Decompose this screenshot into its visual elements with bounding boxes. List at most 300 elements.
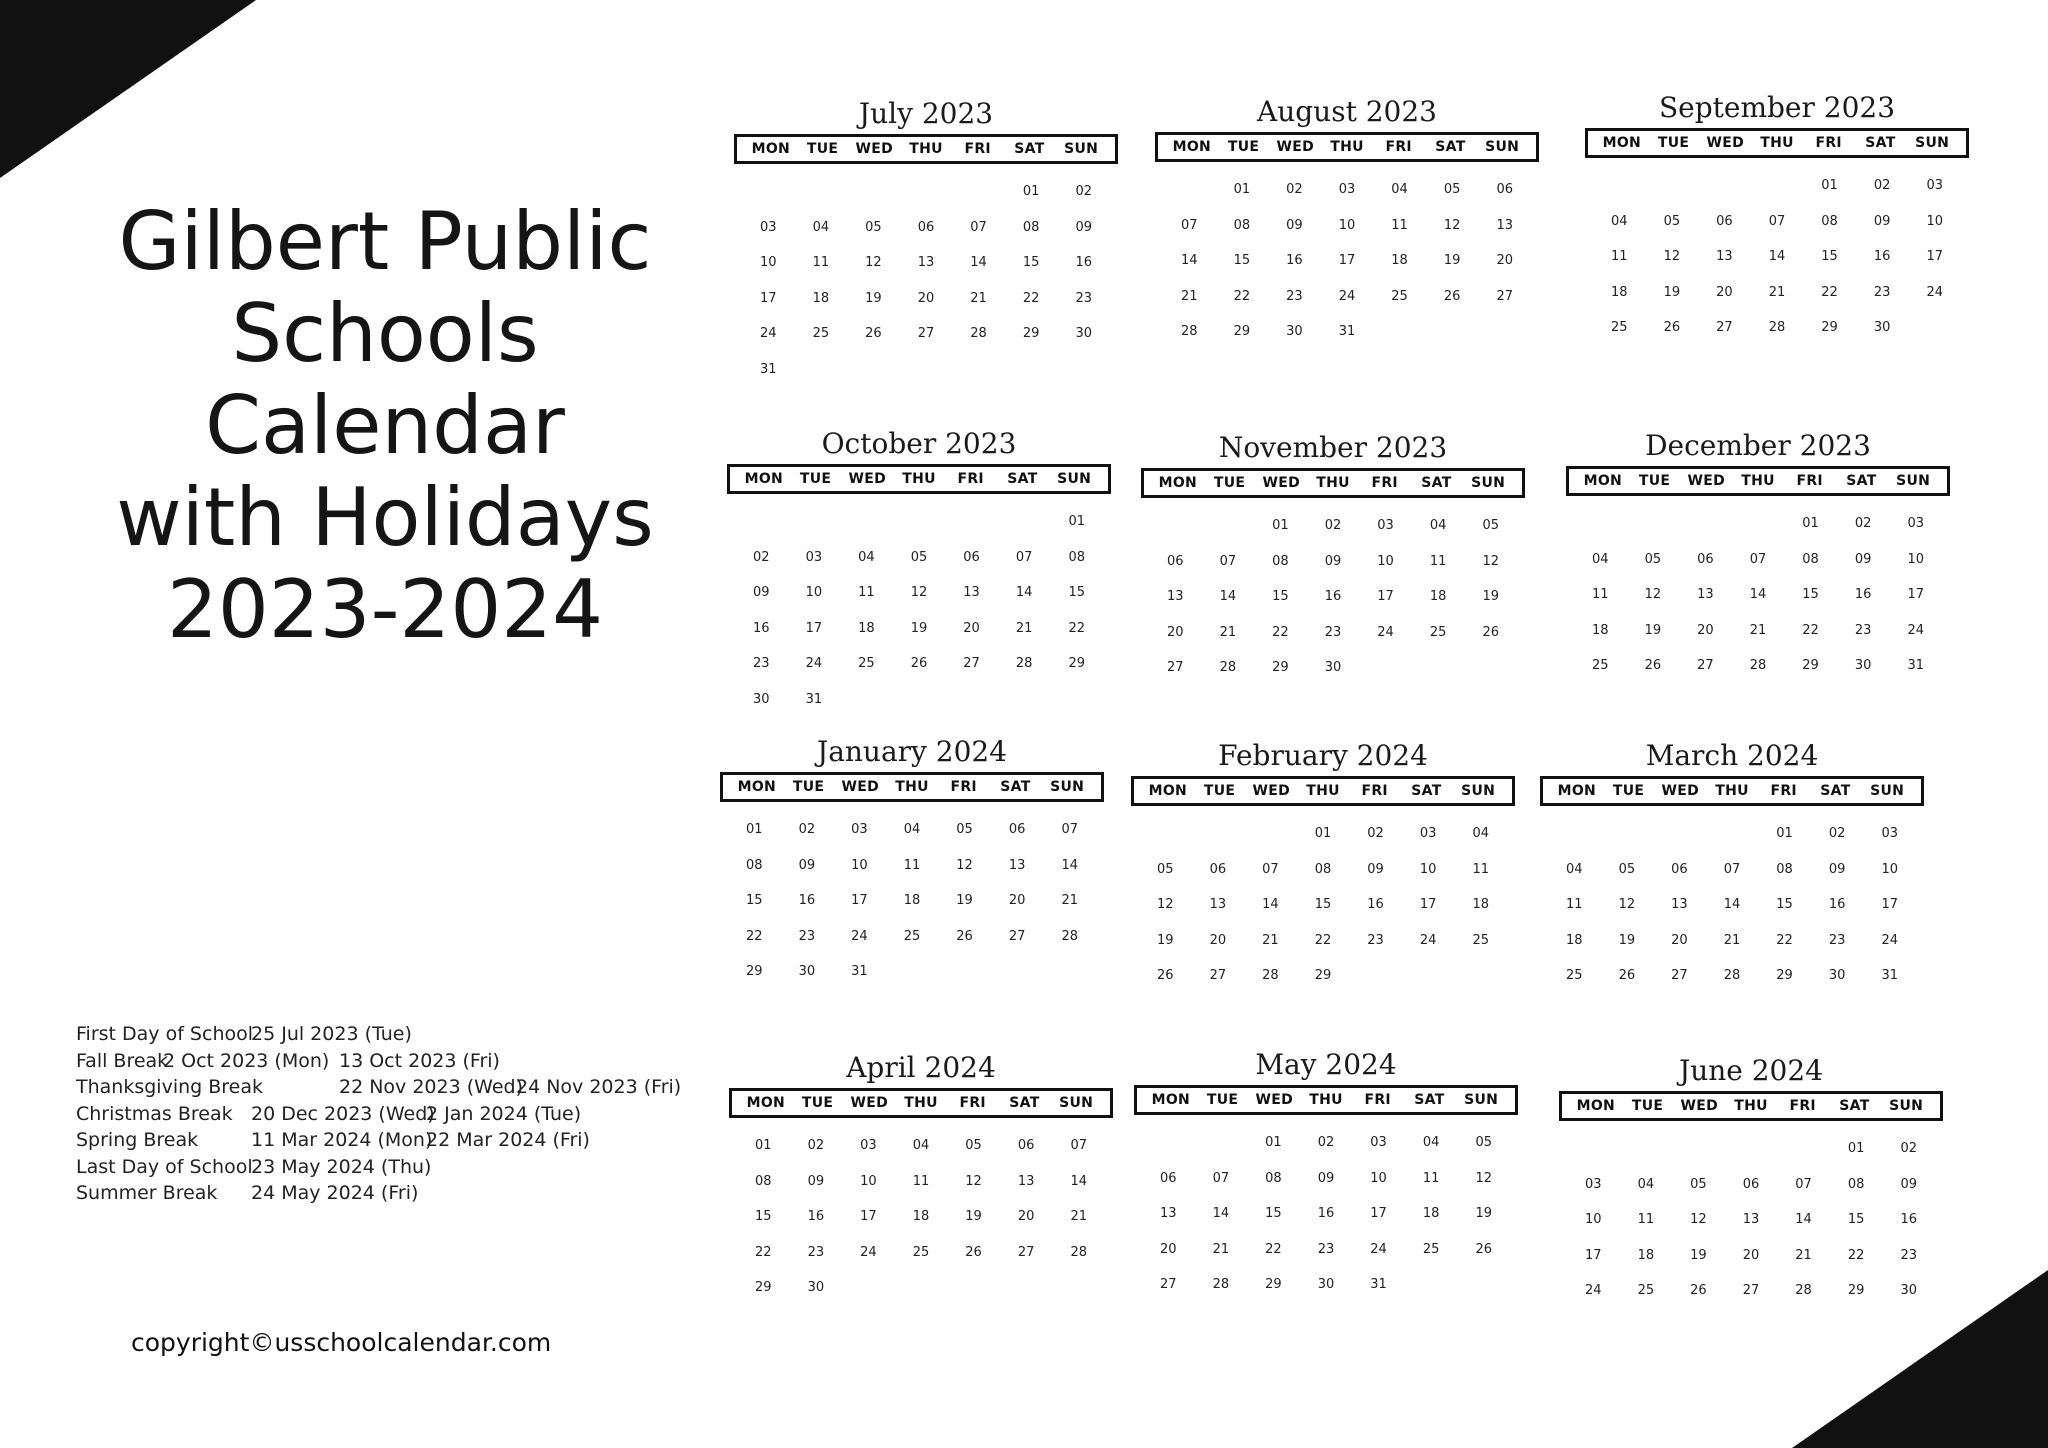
day-cell: 17 bbox=[760, 290, 777, 306]
day-cell: 01 bbox=[1314, 826, 1332, 842]
weekday-header bbox=[1134, 1085, 1518, 1115]
days-grid bbox=[1155, 162, 1539, 350]
day-cell: 22 bbox=[1847, 1247, 1865, 1263]
day-cell: 15 bbox=[1314, 897, 1332, 913]
day-cell: 17 bbox=[1881, 897, 1898, 913]
days-grid bbox=[1559, 1121, 1943, 1309]
weekday-label: SUN bbox=[1896, 473, 1931, 489]
day-cell: 04 bbox=[903, 822, 921, 838]
weekday-label: SUN bbox=[1064, 141, 1099, 157]
weekday-label: WED bbox=[855, 141, 894, 157]
day-cell: 20 bbox=[1496, 253, 1513, 269]
weekday-label: THU bbox=[1316, 475, 1350, 491]
day-cell: 29 bbox=[1776, 968, 1793, 984]
day-cell: 22 bbox=[1022, 290, 1040, 306]
day-cell: 12 bbox=[1157, 897, 1174, 913]
day-cell: 11 bbox=[1472, 861, 1489, 877]
day-cell: 27 bbox=[1716, 320, 1733, 336]
day-cell: 21 bbox=[970, 290, 987, 306]
day-cell: 04 bbox=[1472, 826, 1489, 842]
day-cell: 26 bbox=[1644, 658, 1662, 674]
day-cell: 17 bbox=[1370, 1206, 1387, 1222]
day-cell: 20 bbox=[1697, 622, 1714, 638]
day-cell: 07 bbox=[1070, 1138, 1087, 1154]
event-name: Summer Break bbox=[76, 1182, 218, 1204]
day-cell: 27 bbox=[1697, 658, 1714, 674]
day-cell: 18 bbox=[1472, 897, 1489, 913]
corner-decoration-top-left bbox=[0, 0, 256, 178]
day-cell: 27 bbox=[1167, 660, 1184, 676]
days-grid bbox=[1540, 806, 1924, 994]
day-cell: 30 bbox=[1324, 660, 1342, 676]
month-title: December 2023 bbox=[1645, 429, 1871, 462]
day-cell: 03 bbox=[851, 822, 868, 838]
day-cell: 16 bbox=[1900, 1212, 1917, 1228]
day-cell: 10 bbox=[760, 255, 777, 271]
day-cell: 31 bbox=[1907, 658, 1924, 674]
copyright-text: copyright©usschoolcalendar.com bbox=[131, 1328, 552, 1357]
day-cell: 23 bbox=[1900, 1247, 1917, 1263]
weekday-label: FRI bbox=[1371, 475, 1398, 491]
day-cell: 04 bbox=[1611, 213, 1628, 229]
weekday-label: WED bbox=[1262, 475, 1301, 491]
weekday-label: WED bbox=[1706, 135, 1745, 151]
day-cell: 24 bbox=[805, 656, 823, 672]
day-cell: 31 bbox=[851, 964, 868, 980]
day-cell: 20 bbox=[1716, 284, 1733, 300]
day-cell: 02 bbox=[1900, 1141, 1917, 1157]
month-title: September 2023 bbox=[1658, 91, 1896, 124]
weekday-label: THU bbox=[1309, 1092, 1343, 1108]
weekday-label: WED bbox=[850, 1095, 889, 1111]
day-cell: 19 bbox=[1690, 1247, 1707, 1263]
month-title: April 2024 bbox=[846, 1051, 996, 1084]
event-end: 22 Mar 2024 (Fri) bbox=[426, 1129, 590, 1151]
day-cell: 12 bbox=[1482, 553, 1499, 569]
day-cell: 03 bbox=[1881, 826, 1898, 842]
day-cell: 22 bbox=[1314, 932, 1332, 948]
day-cell: 02 bbox=[753, 549, 770, 565]
day-cell: 09 bbox=[1317, 1170, 1335, 1186]
day-cell: 01 bbox=[1847, 1141, 1865, 1157]
day-cell: 21 bbox=[1219, 624, 1237, 640]
day-cell: 28 bbox=[1061, 928, 1078, 944]
weekday-label: MON bbox=[744, 471, 784, 487]
event-start: 25 Jul 2023 (Tue) bbox=[251, 1023, 412, 1045]
month-title: March 2024 bbox=[1645, 739, 1819, 772]
day-cell: 17 bbox=[1377, 589, 1394, 605]
day-cell: 22 bbox=[1068, 620, 1085, 636]
day-cell: 07 bbox=[1212, 1170, 1230, 1186]
day-cell: 22 bbox=[1265, 1241, 1282, 1257]
title-line: 2023-2024 bbox=[166, 563, 604, 656]
day-cell: 31 bbox=[1370, 1277, 1387, 1293]
day-cell: 13 bbox=[1697, 587, 1714, 603]
event-start: 2 Oct 2023 (Mon) bbox=[163, 1049, 330, 1072]
weekday-label: SAT bbox=[1414, 1092, 1445, 1108]
day-cell: 17 bbox=[1585, 1247, 1602, 1263]
day-cell: 21 bbox=[1723, 932, 1741, 948]
day-cell: 17 bbox=[1907, 587, 1924, 603]
day-cell: 30 bbox=[1873, 320, 1891, 336]
event-end: 2 Jan 2024 (Tue) bbox=[426, 1102, 582, 1125]
day-cell: 06 bbox=[1167, 553, 1184, 569]
day-cell: 25 bbox=[812, 326, 830, 342]
day-cell: 22 bbox=[746, 928, 763, 944]
day-cell: 11 bbox=[1592, 587, 1609, 603]
day-cell: 17 bbox=[805, 620, 823, 636]
weekday-label: SAT bbox=[1411, 783, 1442, 799]
day-cell: 30 bbox=[1286, 324, 1303, 340]
day-cell: 29 bbox=[1068, 656, 1085, 672]
day-cell: 25 bbox=[1391, 288, 1408, 304]
weekday-label: SUN bbox=[1915, 135, 1950, 151]
day-cell: 28 bbox=[1212, 1277, 1230, 1293]
day-cell: 15 bbox=[1265, 1206, 1282, 1222]
day-cell: 04 bbox=[912, 1138, 930, 1154]
day-cell: 02 bbox=[798, 822, 816, 838]
day-cell: 14 bbox=[1061, 857, 1078, 873]
day-cell: 25 bbox=[903, 928, 921, 944]
day-cell: 03 bbox=[760, 219, 777, 235]
day-cell: 28 bbox=[1015, 656, 1033, 672]
day-cell: 01 bbox=[1272, 518, 1289, 534]
day-cell: 11 bbox=[858, 585, 875, 601]
day-cell: 03 bbox=[1926, 178, 1943, 194]
day-cell: 22 bbox=[1272, 624, 1289, 640]
day-cell: 12 bbox=[1690, 1212, 1707, 1228]
event-name: First Day of School bbox=[76, 1023, 254, 1045]
weekday-label: MON bbox=[1172, 139, 1212, 155]
event-start: 20 Dec 2023 (Wed) bbox=[251, 1102, 435, 1125]
day-cell: 26 bbox=[956, 928, 973, 944]
event-start: 24 May 2024 (Fri) bbox=[251, 1182, 419, 1204]
day-cell: 24 bbox=[760, 326, 777, 342]
weekday-label: SAT bbox=[1000, 779, 1031, 795]
day-cell: 23 bbox=[1828, 932, 1846, 948]
day-cell: 04 bbox=[1391, 182, 1408, 198]
weekday-label: THU bbox=[895, 779, 929, 795]
day-cell: 11 bbox=[1391, 217, 1408, 233]
weekday-label: TUE bbox=[1206, 1092, 1239, 1108]
day-cell: 16 bbox=[753, 620, 770, 636]
day-cell: 23 bbox=[1873, 284, 1891, 300]
day-cell: 27 bbox=[1742, 1283, 1760, 1299]
day-cell: 07 bbox=[1795, 1176, 1812, 1192]
day-cell: 25 bbox=[1611, 320, 1628, 336]
day-cell: 27 bbox=[1160, 1277, 1177, 1293]
day-cell: 03 bbox=[1419, 826, 1437, 842]
weekday-label: WED bbox=[841, 779, 880, 795]
day-cell: 07 bbox=[1749, 551, 1767, 567]
day-cell: 28 bbox=[1723, 968, 1741, 984]
days-grid bbox=[1566, 496, 1950, 684]
weekday-label: MON bbox=[746, 1095, 786, 1111]
day-cell: 20 bbox=[1742, 1247, 1760, 1263]
day-cell: 21 bbox=[1181, 288, 1198, 304]
day-cell: 02 bbox=[1854, 516, 1872, 532]
day-cell: 13 bbox=[1017, 1173, 1035, 1189]
weekday-label: MON bbox=[1602, 135, 1642, 151]
day-cell: 15 bbox=[1776, 897, 1793, 913]
day-cell: 28 bbox=[1219, 660, 1237, 676]
day-cell: 21 bbox=[1749, 622, 1767, 638]
day-cell: 29 bbox=[746, 964, 763, 980]
day-cell: 06 bbox=[1697, 551, 1714, 567]
day-cell: 19 bbox=[1663, 284, 1681, 300]
day-cell: 02 bbox=[1367, 826, 1384, 842]
month-title: November 2023 bbox=[1218, 431, 1448, 464]
day-cell: 09 bbox=[1873, 213, 1891, 229]
weekday-label: THU bbox=[1734, 1098, 1768, 1114]
weekday-label: TUE bbox=[1638, 473, 1671, 489]
day-cell: 16 bbox=[1075, 255, 1092, 271]
day-cell: 27 bbox=[1671, 968, 1688, 984]
day-cell: 29 bbox=[1272, 660, 1289, 676]
month-calendar bbox=[1585, 90, 1969, 346]
day-cell: 04 bbox=[1637, 1176, 1655, 1192]
day-cell: 18 bbox=[858, 620, 875, 636]
day-cell: 14 bbox=[1262, 897, 1279, 913]
day-cell: 02 bbox=[1075, 184, 1092, 200]
weekday-label: SUN bbox=[1057, 471, 1092, 487]
day-cell: 24 bbox=[1377, 624, 1394, 640]
day-cell: 16 bbox=[807, 1209, 825, 1225]
day-cell: 01 bbox=[1022, 184, 1040, 200]
day-cell: 05 bbox=[865, 219, 882, 235]
month-title: February 2024 bbox=[1218, 739, 1428, 772]
day-cell: 29 bbox=[1314, 968, 1332, 984]
day-cell: 16 bbox=[1286, 253, 1303, 269]
day-cell: 20 bbox=[917, 290, 935, 306]
day-cell: 25 bbox=[1592, 658, 1609, 674]
day-cell: 10 bbox=[1585, 1212, 1602, 1228]
day-cell: 31 bbox=[760, 361, 777, 377]
day-cell: 16 bbox=[798, 893, 816, 909]
day-cell: 19 bbox=[1475, 1206, 1492, 1222]
day-cell: 11 bbox=[1422, 1170, 1440, 1186]
day-cell: 27 bbox=[1008, 928, 1026, 944]
event-end: 24 Nov 2023 (Fri) bbox=[516, 1076, 682, 1098]
day-cell: 09 bbox=[1854, 551, 1872, 567]
day-cell: 08 bbox=[755, 1173, 772, 1189]
weekday-label: FRI bbox=[964, 141, 991, 157]
weekday-label: FRI bbox=[1364, 1092, 1391, 1108]
day-cell: 12 bbox=[910, 585, 928, 601]
day-cell: 29 bbox=[1233, 324, 1251, 340]
day-cell: 15 bbox=[755, 1209, 772, 1225]
day-cell: 13 bbox=[1008, 857, 1026, 873]
day-cell: 03 bbox=[1338, 182, 1356, 198]
weekday-label: THU bbox=[904, 1095, 938, 1111]
day-cell: 06 bbox=[1209, 861, 1227, 877]
day-cell: 26 bbox=[1482, 624, 1499, 640]
day-cell: 18 bbox=[1566, 932, 1583, 948]
day-cell: 29 bbox=[1821, 320, 1838, 336]
weekday-label: SUN bbox=[1870, 783, 1905, 799]
weekday-label: THU bbox=[909, 141, 943, 157]
day-cell: 30 bbox=[1854, 658, 1872, 674]
weekday-label: SAT bbox=[1846, 473, 1877, 489]
weekday-header bbox=[720, 772, 1104, 802]
day-cell: 08 bbox=[1265, 1170, 1282, 1186]
weekday-header bbox=[1566, 466, 1950, 496]
day-cell: 30 bbox=[798, 964, 816, 980]
day-cell: 26 bbox=[1618, 968, 1636, 984]
day-cell: 08 bbox=[1821, 213, 1838, 229]
weekday-header bbox=[1131, 776, 1515, 806]
month-title: June 2024 bbox=[1678, 1054, 1824, 1087]
day-cell: 02 bbox=[1324, 518, 1342, 534]
page-title bbox=[40, 196, 730, 656]
day-cell: 01 bbox=[1265, 1135, 1282, 1151]
month-title: July 2023 bbox=[858, 97, 994, 130]
day-cell: 30 bbox=[1828, 968, 1846, 984]
day-cell: 10 bbox=[1370, 1170, 1387, 1186]
day-cell: 02 bbox=[1873, 178, 1891, 194]
days-grid bbox=[729, 1118, 1113, 1306]
month-title: May 2024 bbox=[1255, 1048, 1397, 1081]
weekday-header bbox=[734, 134, 1118, 164]
day-cell: 18 bbox=[1422, 1206, 1440, 1222]
day-cell: 19 bbox=[1618, 932, 1636, 948]
day-cell: 08 bbox=[1776, 861, 1793, 877]
day-cell: 15 bbox=[1022, 255, 1040, 271]
day-cell: 04 bbox=[1422, 1135, 1440, 1151]
month-calendar bbox=[1155, 94, 1539, 350]
day-cell: 07 bbox=[1768, 213, 1786, 229]
weekday-label: FRI bbox=[1361, 783, 1388, 799]
weekday-label: SAT bbox=[1421, 475, 1452, 491]
day-cell: 14 bbox=[1070, 1173, 1087, 1189]
day-cell: 15 bbox=[746, 893, 763, 909]
day-cell: 07 bbox=[1219, 553, 1237, 569]
day-cell: 19 bbox=[910, 620, 928, 636]
day-cell: 06 bbox=[1008, 822, 1026, 838]
day-cell: 12 bbox=[865, 255, 882, 271]
day-cell: 21 bbox=[1262, 932, 1279, 948]
day-cell: 27 bbox=[1496, 288, 1513, 304]
day-cell: 22 bbox=[1233, 288, 1251, 304]
day-cell: 21 bbox=[1070, 1209, 1087, 1225]
weekday-label: WED bbox=[848, 471, 887, 487]
day-cell: 18 bbox=[1637, 1247, 1655, 1263]
day-cell: 29 bbox=[1265, 1277, 1282, 1293]
weekday-label: SUN bbox=[1464, 1092, 1499, 1108]
event-name: Christmas Break bbox=[76, 1102, 233, 1125]
day-cell: 19 bbox=[1644, 622, 1662, 638]
month-title: August 2023 bbox=[1257, 95, 1437, 128]
month-title: January 2024 bbox=[816, 735, 1008, 768]
day-cell: 09 bbox=[1900, 1176, 1917, 1192]
day-cell: 05 bbox=[956, 822, 973, 838]
weekday-label: WED bbox=[1687, 473, 1726, 489]
day-cell: 26 bbox=[1443, 288, 1461, 304]
day-cell: 11 bbox=[1566, 897, 1583, 913]
day-cell: 01 bbox=[746, 822, 763, 838]
day-cell: 09 bbox=[1286, 217, 1303, 233]
month-calendar bbox=[1131, 738, 1515, 994]
day-cell: 30 bbox=[1075, 326, 1092, 342]
day-cell: 14 bbox=[1795, 1212, 1812, 1228]
title-line: Gilbert Public bbox=[118, 195, 652, 288]
event-name: Last Day of School bbox=[76, 1155, 253, 1178]
weekday-header bbox=[1155, 132, 1539, 162]
days-grid bbox=[1585, 158, 1969, 346]
day-cell: 13 bbox=[1496, 217, 1513, 233]
day-cell: 17 bbox=[1338, 253, 1356, 269]
weekday-label: MON bbox=[1148, 783, 1188, 799]
day-cell: 30 bbox=[753, 691, 770, 707]
day-cell: 27 bbox=[917, 326, 935, 342]
day-cell: 18 bbox=[1611, 284, 1628, 300]
day-cell: 07 bbox=[1262, 861, 1279, 877]
day-cell: 01 bbox=[755, 1138, 772, 1154]
day-cell: 13 bbox=[1671, 897, 1688, 913]
day-cell: 12 bbox=[1475, 1170, 1492, 1186]
day-cell: 23 bbox=[1317, 1241, 1335, 1257]
day-cell: 05 bbox=[1443, 182, 1461, 198]
day-cell: 24 bbox=[1907, 622, 1924, 638]
day-cell: 25 bbox=[1422, 1241, 1440, 1257]
day-cell: 27 bbox=[963, 656, 980, 672]
day-cell: 12 bbox=[1443, 217, 1461, 233]
day-cell: 05 bbox=[910, 549, 928, 565]
day-cell: 07 bbox=[1723, 861, 1741, 877]
day-cell: 05 bbox=[1690, 1176, 1707, 1192]
day-cell: 26 bbox=[1663, 320, 1681, 336]
day-cell: 04 bbox=[1429, 518, 1447, 534]
day-cell: 28 bbox=[1181, 324, 1198, 340]
weekday-label: FRI bbox=[1770, 783, 1797, 799]
weekday-label: THU bbox=[1760, 135, 1794, 151]
days-grid bbox=[1131, 806, 1515, 994]
day-cell: 14 bbox=[1181, 253, 1198, 269]
day-cell: 11 bbox=[812, 255, 830, 271]
day-cell: 26 bbox=[865, 326, 882, 342]
day-cell: 31 bbox=[1338, 324, 1356, 340]
day-cell: 02 bbox=[1828, 826, 1846, 842]
day-cell: 09 bbox=[753, 585, 770, 601]
day-cell: 06 bbox=[1742, 1176, 1760, 1192]
day-cell: 01 bbox=[1821, 178, 1838, 194]
month-title: October 2023 bbox=[821, 427, 1017, 460]
day-cell: 28 bbox=[1795, 1283, 1812, 1299]
weekday-label: FRI bbox=[950, 779, 977, 795]
day-cell: 10 bbox=[1338, 217, 1356, 233]
day-cell: 15 bbox=[1847, 1212, 1865, 1228]
day-cell: 14 bbox=[1749, 587, 1767, 603]
weekday-header bbox=[1141, 468, 1525, 498]
weekday-label: SAT bbox=[1014, 141, 1045, 157]
day-cell: 07 bbox=[1061, 822, 1078, 838]
day-cell: 18 bbox=[1429, 589, 1447, 605]
day-cell: 08 bbox=[1022, 219, 1040, 235]
weekday-label: TUE bbox=[806, 141, 839, 157]
day-cell: 17 bbox=[1419, 897, 1437, 913]
day-cell: 09 bbox=[1324, 553, 1342, 569]
day-cell: 23 bbox=[1367, 932, 1384, 948]
day-cell: 09 bbox=[1828, 861, 1846, 877]
weekday-label: SUN bbox=[1889, 1098, 1924, 1114]
day-cell: 15 bbox=[1821, 249, 1838, 265]
day-cell: 01 bbox=[1233, 182, 1251, 198]
weekday-header bbox=[1585, 128, 1969, 158]
event-start: 22 Nov 2023 (Wed) bbox=[339, 1076, 523, 1098]
day-cell: 18 bbox=[1391, 253, 1408, 269]
day-cell: 14 bbox=[1723, 897, 1741, 913]
day-cell: 12 bbox=[1618, 897, 1636, 913]
